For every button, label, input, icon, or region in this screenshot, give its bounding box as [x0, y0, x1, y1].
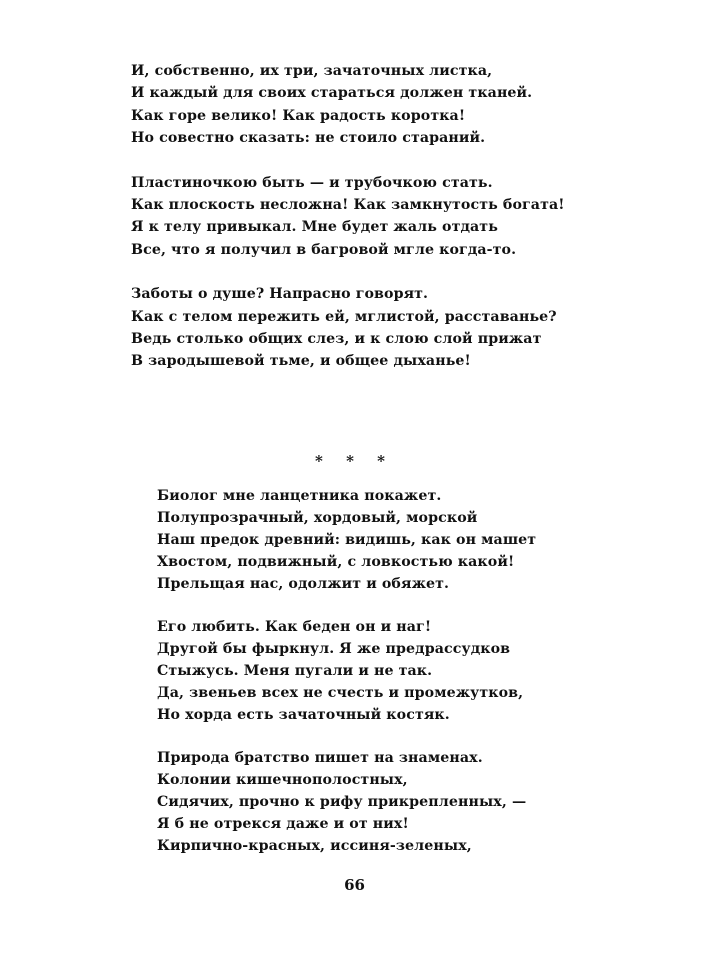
section-separator: * * * — [315, 452, 394, 470]
verse-line: Прельщая нас, одолжит и обяжет. — [157, 576, 450, 592]
verse-line: Все, что я получил в багровой мгле когда-то. — [131, 241, 517, 258]
verse-line: Но совестно сказать: не стоило стараний. — [131, 130, 486, 147]
verse-line: Как плоскость несложна! Как замкнутость богата! — [131, 197, 565, 214]
stanza — [131, 283, 591, 373]
verse-line: Природа братство пишет на знаменах. — [157, 750, 483, 766]
verse-line: Ведь столько общих слез, и к слою слой прижат — [131, 331, 542, 348]
stanza — [131, 172, 591, 262]
stanza-gap — [131, 261, 591, 283]
verse-line: И каждый для своих стараться должен тканей. — [131, 85, 533, 102]
verse-line: Сидячих, прочно к рифу прикрепленных, — — [157, 794, 527, 810]
stanza — [131, 60, 591, 150]
verse-line: Колонии кишечнополостных, — [157, 772, 408, 788]
verse-line: Как с телом пережить ей, мглистой, расставанье? — [131, 308, 557, 325]
verse-line: Я к телу привыкал. Мне будет жаль отдать — [131, 219, 498, 236]
stanza-gap — [131, 150, 591, 172]
verse-line: Другой бы фыркнул. Я же предрассудков — [157, 641, 511, 657]
verse-line: Но хорда есть зачаточный костяк. — [157, 707, 450, 723]
verse-line: Его любить. Как беден он и наг! — [157, 619, 432, 635]
stanza — [157, 485, 577, 595]
stanza-gap — [157, 595, 577, 616]
verse-line: В зародышевой тьме, и общее дыханье! — [131, 353, 471, 370]
verse-line: Биолог мне ланцетника покажет. — [157, 488, 442, 504]
verse-line: Да, звеньев всех не счесть и промежутков, — [157, 685, 524, 701]
verse-line: Кирпично-красных, иссиня-зеленых, — [157, 838, 472, 854]
verse-line: Пластиночкою быть — и трубочкою стать. — [131, 174, 493, 191]
poem-2 — [157, 485, 577, 857]
poem-1 — [131, 60, 591, 373]
verse-line: Хвостом, подвижный, с ловкостью какой! — [157, 554, 515, 570]
verse-line: Как горе велико! Как радость коротка! — [131, 107, 466, 124]
verse-line: Наш предок древний: видишь, как он машет — [157, 532, 537, 548]
stanza — [157, 747, 577, 857]
verse-line: Стыжусь. Меня пугали и не так. — [157, 663, 433, 679]
stanza — [157, 616, 577, 726]
verse-line: Заботы о душе? Напрасно говорят. — [131, 286, 429, 303]
verse-line: Я б не отрекся даже и от них! — [157, 816, 409, 832]
verse-line: И, собственно, их три, зачаточных листка, — [131, 63, 493, 79]
verse-line: Полупрозрачный, хордовый, морской — [157, 510, 478, 526]
page-number: 66 — [344, 876, 365, 894]
stanza-gap — [157, 726, 577, 747]
